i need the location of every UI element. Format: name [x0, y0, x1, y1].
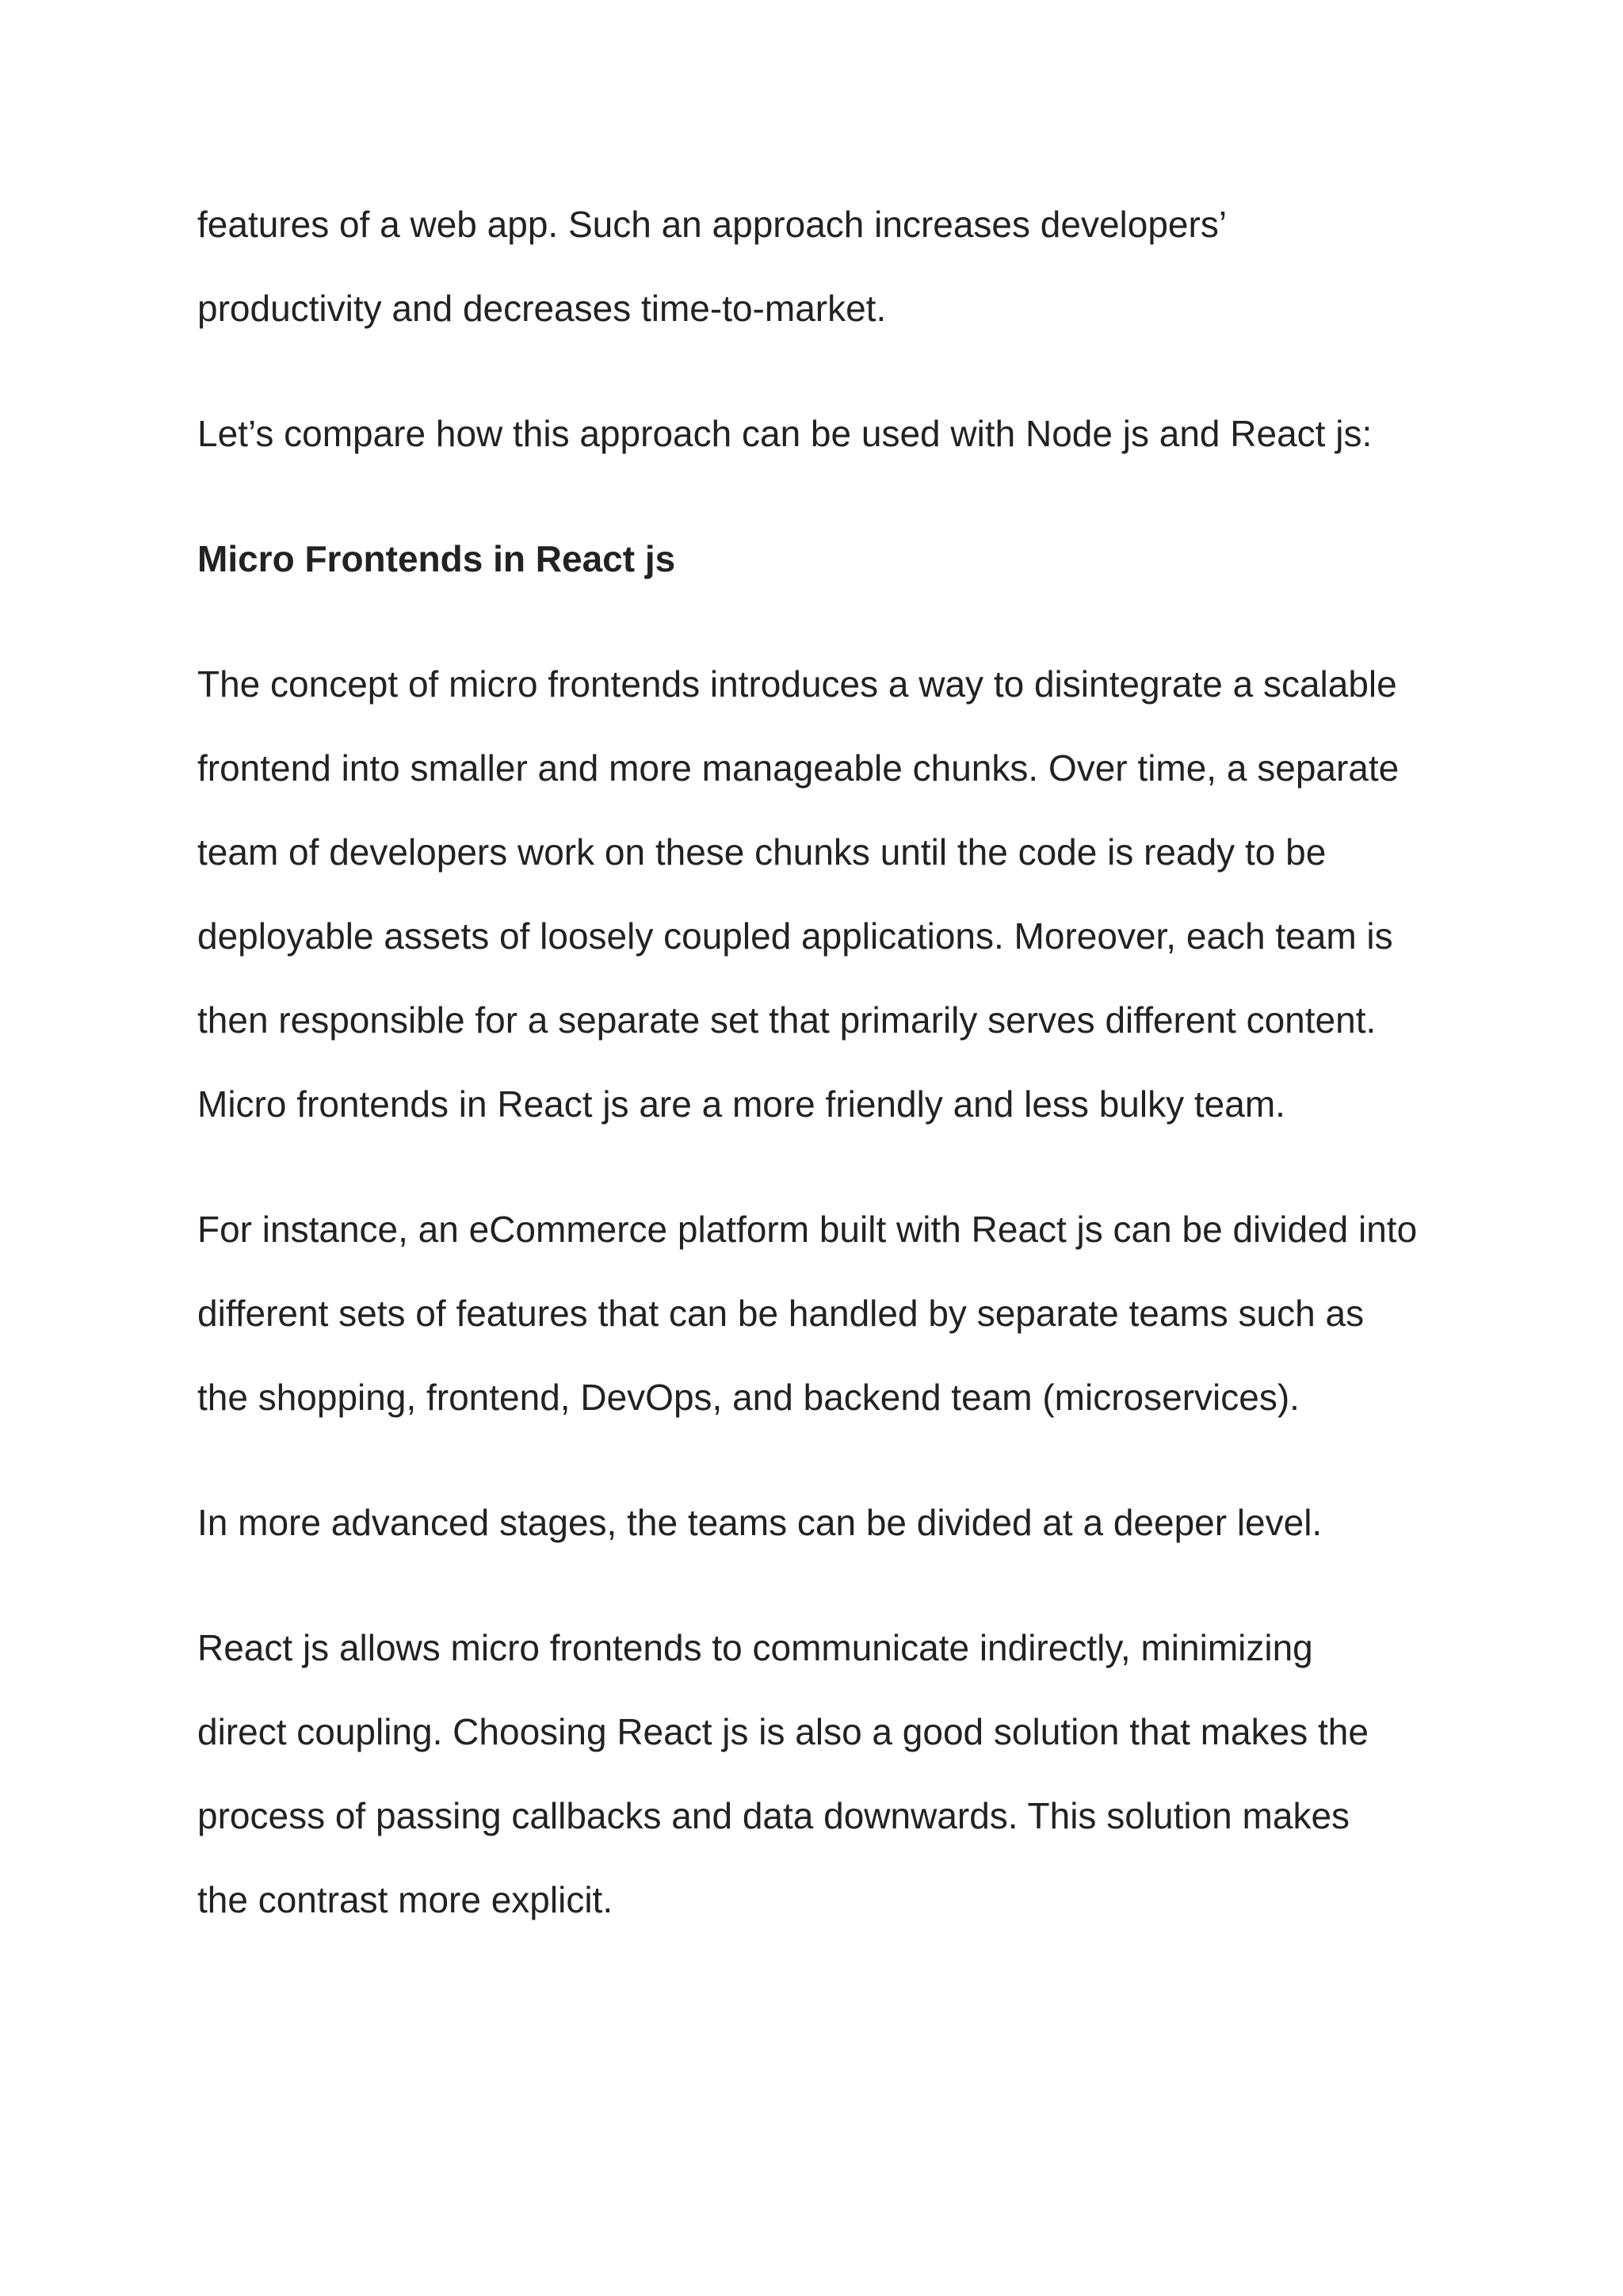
text-line: React js allows micro frontends to communicate indirectly, minimizing — [197, 1627, 1313, 1668]
text-line: features of a web app. Such an approach increases developers’ — [197, 204, 1228, 245]
paragraph-advanced — [197, 1480, 1449, 1564]
text-line: For instance, an eCommerce platform built with React js can be divided into — [197, 1209, 1418, 1250]
paragraph-communication — [197, 1606, 1449, 1942]
text-line: then responsible for a separate set that primarily serves different content. — [197, 999, 1377, 1041]
text-line: the contrast more explicit. — [197, 1879, 613, 1920]
paragraph-intro — [197, 182, 1449, 350]
text-line: In more advanced stages, the teams can be divided at a deeper level. — [197, 1502, 1323, 1543]
text-line: direct coupling. Choosing React js is also a good solution that makes the — [197, 1711, 1369, 1752]
text-line: frontend into smaller and more manageable chunks. Over time, a separate — [197, 747, 1400, 789]
paragraph-ecommerce — [197, 1187, 1449, 1439]
text-line: process of passing callbacks and data downwards. This solution makes — [197, 1795, 1350, 1836]
text-line: The concept of micro frontends introduces a way to disintegrate a scalable — [197, 663, 1397, 705]
text-line: Let’s compare how this approach can be used with Node js and React js: — [197, 413, 1373, 454]
text-line: productivity and decreases time-to-market. — [197, 288, 887, 329]
document-body — [197, 182, 1449, 1983]
paragraph-concept — [197, 642, 1449, 1146]
section-heading: Micro Frontends in React js — [197, 538, 676, 579]
text-line: the shopping, frontend, DevOps, and backend team (microservices). — [197, 1377, 1300, 1418]
text-line: team of developers work on these chunks until the code is ready to be — [197, 831, 1327, 873]
text-line: Micro frontends in React js are a more friendly and less bulky team. — [197, 1083, 1285, 1125]
text-line: different sets of features that can be handled by separate teams such as — [197, 1293, 1365, 1334]
text-line: deployable assets of loosely coupled applications. Moreover, each team is — [197, 915, 1393, 957]
paragraph-compare — [197, 392, 1449, 476]
